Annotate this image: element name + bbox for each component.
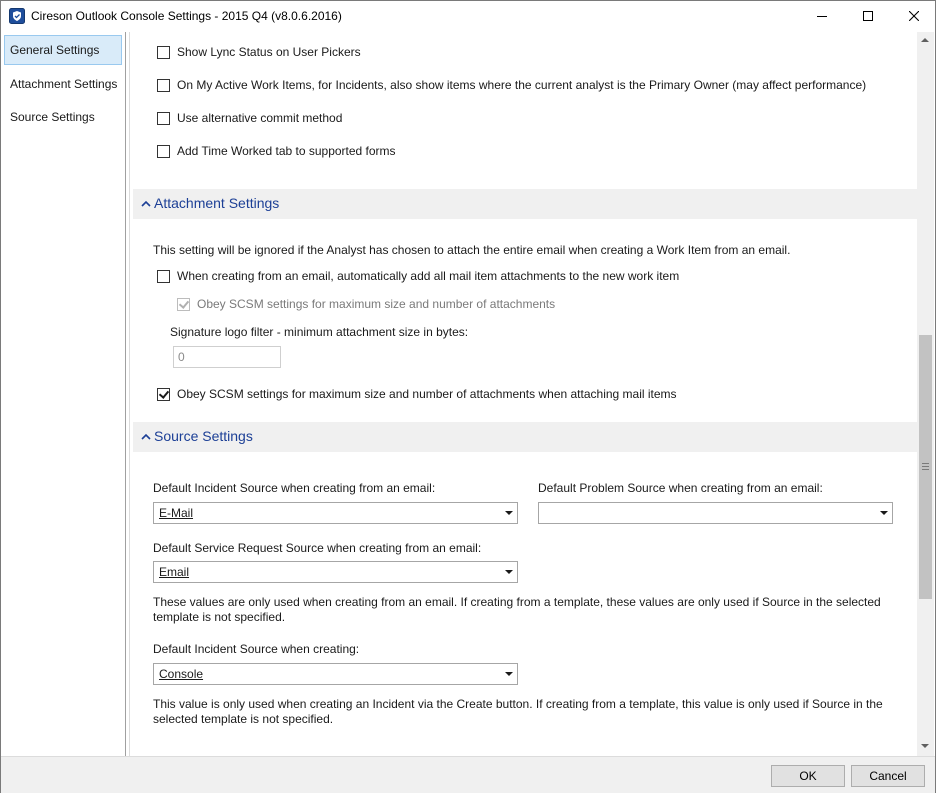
primary-owner-label: On My Active Work Items, for Incidents, also show items where the current analyst is the Primary Owner (may affect performance) [177, 78, 867, 92]
incident-email-source-value: E-Mail [159, 506, 194, 520]
create-source-note: This value is only used when creating an Incident via the Create button. If creating from a template, this value is only used if Source in the selected template is not specified. [153, 697, 883, 726]
alt-commit-checkbox[interactable] [157, 112, 170, 125]
attachment-settings-header[interactable] [133, 189, 917, 219]
dropdown-arrow-icon [505, 672, 513, 676]
auto-add-attachments-label: When creating from an email, automatically add all mail item attachments to the new work item [177, 269, 680, 283]
scrollbar-thumb[interactable] [919, 335, 932, 599]
title-bar [1, 1, 935, 31]
primary-owner-option[interactable] [157, 76, 866, 94]
grip-line [922, 469, 929, 470]
sr-email-source-label: Default Service Request Source when creating from an email: [153, 541, 482, 555]
problem-email-source-select[interactable] [538, 502, 893, 524]
incident-email-source-select[interactable] [153, 502, 518, 524]
sidebar-divider [125, 32, 126, 756]
lync-status-checkbox[interactable] [157, 46, 170, 59]
source-settings-header[interactable] [133, 422, 917, 452]
content-scrollbar[interactable] [917, 32, 934, 756]
obey-scsm-mail-label: Obey SCSM settings for maximum size and number of attachments when attaching mail items [177, 387, 677, 401]
obey-scsm-mail-checkbox[interactable] [157, 388, 170, 401]
incident-email-source-label: Default Incident Source when creating from an email: [153, 481, 436, 495]
primary-owner-checkbox[interactable] [157, 79, 170, 92]
chevron-up-icon[interactable] [141, 430, 151, 444]
maximize-button[interactable] [845, 1, 891, 31]
signature-filter-label: Signature logo filter - minimum attachment size in bytes: [170, 325, 469, 339]
close-button[interactable] [891, 1, 936, 31]
app-shield-icon [9, 8, 25, 24]
obey-scsm-sub-checkbox [177, 298, 190, 311]
chevron-up-icon[interactable] [141, 197, 151, 211]
email-source-note: These values are only used when creating from an email. If creating from a template, these values are only used if Source in the selected template is not specified. [153, 595, 881, 624]
scroll-up-icon[interactable] [921, 38, 929, 42]
time-worked-checkbox[interactable] [157, 145, 170, 158]
ok-button[interactable]: OK [771, 765, 845, 787]
dropdown-arrow-icon [880, 511, 888, 515]
dropdown-arrow-icon [505, 511, 513, 515]
source-settings-title: Source Settings [154, 428, 253, 444]
alt-commit-option[interactable] [157, 109, 342, 127]
obey-scsm-mail-option[interactable] [157, 385, 677, 403]
grip-line [922, 463, 929, 464]
dropdown-arrow-icon [505, 570, 513, 574]
sidebar-item-source-settings[interactable]: Source Settings [10, 110, 95, 124]
lync-status-label: Show Lync Status on User Pickers [177, 45, 361, 59]
content-border [129, 32, 130, 756]
signature-filter-input: 0 [173, 346, 281, 368]
time-worked-label: Add Time Worked tab to supported forms [177, 144, 396, 158]
incident-create-source-select[interactable] [153, 663, 518, 685]
incident-create-source-label: Default Incident Source when creating: [153, 642, 360, 656]
sr-email-source-value: Email [159, 565, 190, 579]
minimize-button[interactable] [799, 1, 845, 31]
lync-status-option[interactable] [157, 43, 361, 61]
window-title: Cireson Outlook Console Settings - 2015 Q4 (v8.0.6.2016) [31, 9, 342, 23]
auto-add-attachments-option[interactable] [157, 267, 679, 285]
sidebar-item-attachment-settings[interactable]: Attachment Settings [10, 77, 118, 91]
scroll-down-icon[interactable] [921, 744, 929, 748]
problem-email-source-label: Default Problem Source when creating from an email: [538, 481, 823, 495]
time-worked-option[interactable] [157, 142, 396, 160]
sr-email-source-select[interactable] [153, 561, 518, 583]
alt-commit-label: Use alternative commit method [177, 111, 343, 125]
cancel-button[interactable]: Cancel [851, 765, 925, 787]
obey-scsm-sub-option [177, 295, 555, 313]
auto-add-attachments-checkbox[interactable] [157, 270, 170, 283]
sidebar-item-general-settings[interactable]: General Settings [4, 35, 122, 65]
settings-sidebar [1, 32, 125, 756]
obey-scsm-sub-label: Obey SCSM settings for maximum size and number of attachments [197, 297, 556, 311]
attachment-note: This setting will be ignored if the Analyst has chosen to attach the entire email when creating a Work Item from an email. [153, 243, 791, 257]
settings-content [133, 32, 917, 756]
attachment-settings-title: Attachment Settings [154, 195, 280, 211]
grip-line [922, 466, 929, 467]
dialog-footer [1, 756, 935, 793]
incident-create-source-value: Console [159, 667, 204, 681]
